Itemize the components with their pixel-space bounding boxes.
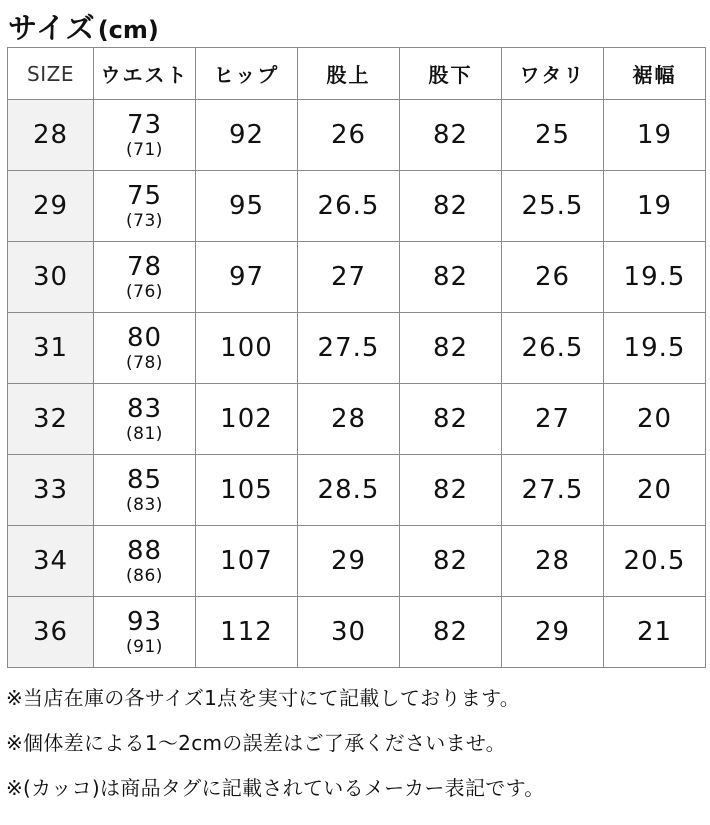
- table-header: [8, 48, 706, 100]
- header-row: [8, 48, 706, 100]
- cell-waist: [94, 384, 196, 455]
- cell-hem: 19: [604, 171, 706, 242]
- waist-tag-value: (73): [126, 211, 163, 231]
- cell-hip: 105: [196, 455, 298, 526]
- cell-hem: 19.5: [604, 313, 706, 384]
- cell-thigh: 25: [502, 100, 604, 171]
- waist-actual: 83: [126, 394, 163, 424]
- waist-actual: 85: [126, 465, 163, 495]
- title-text: サイズ: [8, 11, 96, 45]
- cell-rise: 27: [298, 242, 400, 313]
- cell-hem: 19.5: [604, 242, 706, 313]
- cell-hem: 19: [604, 100, 706, 171]
- waist-tag-value: (81): [126, 424, 163, 444]
- waist-actual: 78: [126, 252, 163, 282]
- note-tag-size: ※(カッコ)は商品タグに記載されているメーカー表記です。: [6, 776, 545, 800]
- notes: [6, 680, 706, 815]
- cell-rise: 26.5: [298, 171, 400, 242]
- cell-size: 29: [8, 171, 94, 242]
- header-thigh: ワタリ: [502, 48, 604, 100]
- waist-actual: 75: [126, 181, 163, 211]
- cell-thigh: 25.5: [502, 171, 604, 242]
- table-row: [8, 100, 706, 171]
- table-row: [8, 384, 706, 455]
- cell-thigh: 28: [502, 526, 604, 597]
- cell-thigh: 26: [502, 242, 604, 313]
- cell-hip: 102: [196, 384, 298, 455]
- note-tolerance: ※個体差による1〜2cmの誤差はご了承くださいませ。: [6, 731, 506, 755]
- cell-inseam: 82: [400, 313, 502, 384]
- waist-tag-value: (78): [126, 353, 163, 373]
- cell-hip: 112: [196, 597, 298, 668]
- cell-rise: 26: [298, 100, 400, 171]
- table-row: [8, 242, 706, 313]
- waist-tag-value: (86): [126, 566, 163, 586]
- header-waist: ウエスト: [94, 48, 196, 100]
- cell-inseam: 82: [400, 242, 502, 313]
- cell-waist: [94, 100, 196, 171]
- cell-rise: 28.5: [298, 455, 400, 526]
- cell-hem: 20: [604, 384, 706, 455]
- table-row: [8, 597, 706, 668]
- cell-size: 36: [8, 597, 94, 668]
- waist-actual: 80: [126, 323, 163, 353]
- cell-inseam: 82: [400, 384, 502, 455]
- cell-inseam: 82: [400, 526, 502, 597]
- note-measurement: ※当店在庫の各サイズ1点を実寸にて記載しております。: [6, 686, 521, 710]
- cell-thigh: 27.5: [502, 455, 604, 526]
- cell-size: 28: [8, 100, 94, 171]
- cell-thigh: 29: [502, 597, 604, 668]
- cell-size: 32: [8, 384, 94, 455]
- cell-inseam: 82: [400, 597, 502, 668]
- header-inseam: 股下: [400, 48, 502, 100]
- cell-hip: 97: [196, 242, 298, 313]
- table-row: [8, 313, 706, 384]
- header-hem: 裾幅: [604, 48, 706, 100]
- cell-size: 31: [8, 313, 94, 384]
- header-hip: ヒップ: [196, 48, 298, 100]
- header-size: SIZE: [8, 48, 94, 100]
- waist-tag-value: (91): [126, 637, 163, 657]
- cell-thigh: 26.5: [502, 313, 604, 384]
- cell-thigh: 27: [502, 384, 604, 455]
- cell-waist: [94, 455, 196, 526]
- table-row: [8, 526, 706, 597]
- waist-actual: 93: [126, 607, 163, 637]
- cell-size: 33: [8, 455, 94, 526]
- cell-rise: 29: [298, 526, 400, 597]
- cell-waist: [94, 526, 196, 597]
- waist-actual: 73: [126, 110, 163, 140]
- waist-tag-value: (71): [126, 140, 163, 160]
- cell-waist: [94, 242, 196, 313]
- cell-hem: 20.5: [604, 526, 706, 597]
- cell-waist: [94, 171, 196, 242]
- cell-inseam: 82: [400, 455, 502, 526]
- cell-hem: 21: [604, 597, 706, 668]
- cell-hip: 95: [196, 171, 298, 242]
- waist-tag-value: (83): [126, 495, 163, 515]
- page-title: [8, 6, 159, 44]
- size-table: [7, 47, 706, 668]
- waist-tag-value: (76): [126, 282, 163, 302]
- cell-inseam: 82: [400, 171, 502, 242]
- cell-waist: [94, 597, 196, 668]
- header-rise: 股上: [298, 48, 400, 100]
- cell-rise: 28: [298, 384, 400, 455]
- cell-hip: 100: [196, 313, 298, 384]
- cell-hem: 20: [604, 455, 706, 526]
- table-row: [8, 455, 706, 526]
- title-unit: (cm): [97, 16, 159, 44]
- cell-inseam: 82: [400, 100, 502, 171]
- cell-hip: 107: [196, 526, 298, 597]
- waist-actual: 88: [126, 536, 163, 566]
- cell-rise: 30: [298, 597, 400, 668]
- table-row: [8, 171, 706, 242]
- cell-size: 34: [8, 526, 94, 597]
- cell-waist: [94, 313, 196, 384]
- cell-rise: 27.5: [298, 313, 400, 384]
- cell-hip: 92: [196, 100, 298, 171]
- cell-size: 30: [8, 242, 94, 313]
- table-body: [8, 100, 706, 668]
